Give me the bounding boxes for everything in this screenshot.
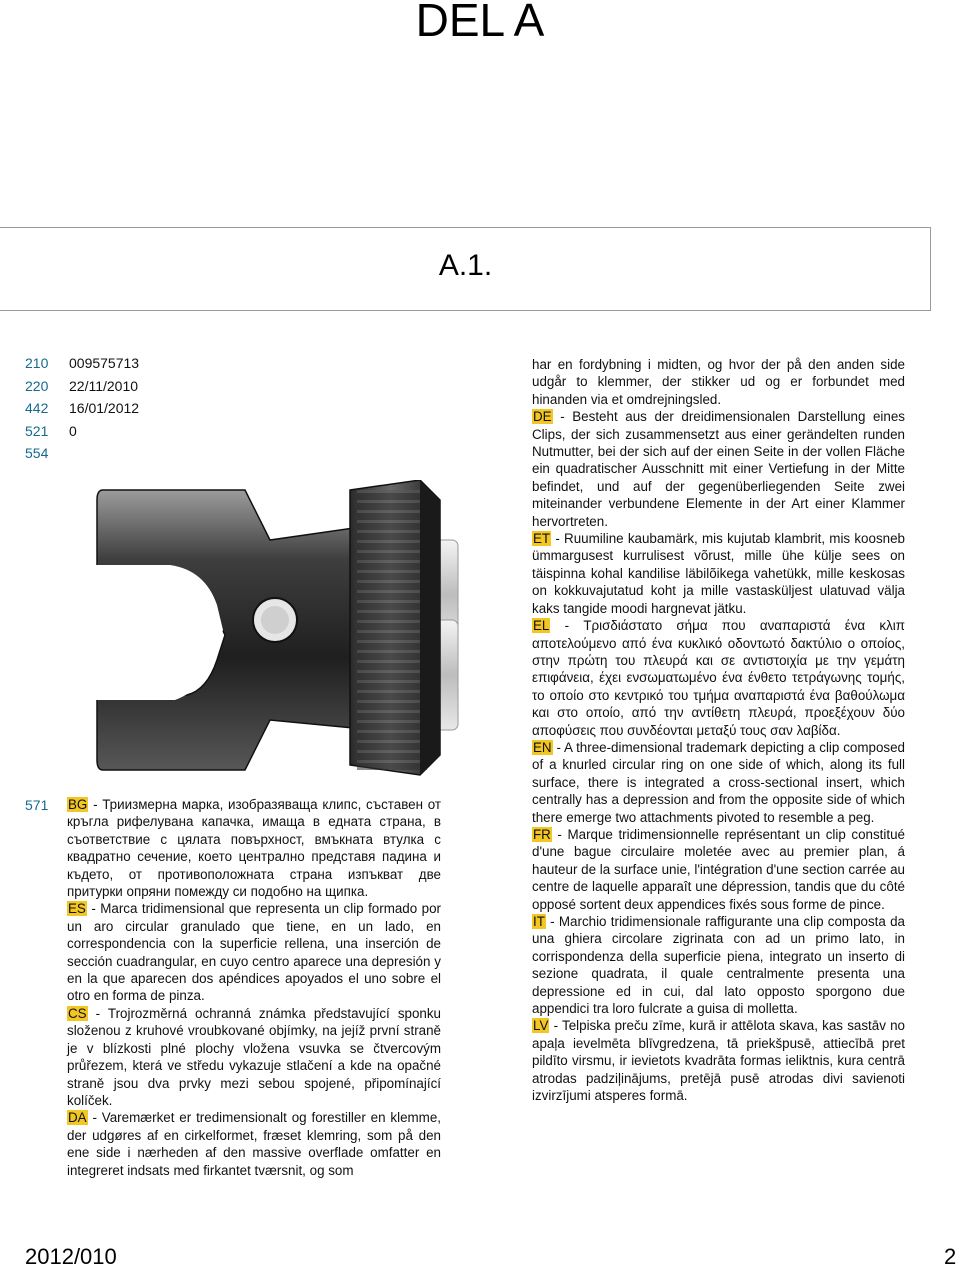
page-heading: DEL A — [415, 0, 545, 46]
bulletin-number: 2012/010 — [25, 1244, 117, 1269]
description-paragraph — [67, 1005, 441, 1109]
description-paragraph — [532, 1017, 905, 1104]
meta-value: 16/01/2012 — [69, 400, 140, 416]
meta-value: 0 — [69, 422, 77, 439]
description-column-left — [67, 796, 441, 1179]
inid-code: 210 — [25, 355, 49, 371]
bibliographic-data — [25, 354, 139, 467]
page-number: 2 — [944, 1244, 957, 1269]
inid-code: 442 — [25, 400, 49, 416]
description-text: - Varemærket er tredimensionalt og forestiller en klemme, der udgøres af en cirkelformet, fræset klemring, som på den ene side i nærheden af den massive overflade omfatter en integreret indsats med firkantet tværsnit, og som — [67, 1110, 441, 1178]
language-tag: EN — [533, 739, 552, 755]
language-tag: BG — [68, 797, 88, 812]
language-tag: DA — [68, 1110, 87, 1126]
description-text: - Marchio tridimensionale raffigurante una clip composta da una ghiera circolare zigrinata con ad un primo lato, in corrispondenza della superficie piena, integrato un inserto di sezione quadrata, il quale centralmente presenta una depressione ed in cui, dal lato opposto sporgono due appendici tra loro fulcrate a guisa di molletta. — [532, 914, 905, 1017]
meta-value: 22/11/2010 — [69, 377, 139, 394]
description-paragraph — [67, 1109, 441, 1179]
language-tag: DE — [533, 409, 552, 425]
description-text: - Marque tridimensionnelle représentant un clip constitué d'une bague circulaire moletée avec au premier plan, á hauteur de la surface unie, l'intégration d'une section carrée au centre de laquelle apparaît une dépression, tandis que du côté opposé sortent deux appendices fixés sous forme de pince. — [532, 826, 905, 912]
description-text: - Marca tridimensional que representa un clip formado por un aro circular granulado que tiene, en un lado, en correspondencia con la superficie rellena, una inserción de sección cuadrangular, en cuyo centro aparece una depresión y en la que aparecen dos apéndices apoyados el uno sobre el otro en forma de pinza. — [67, 901, 441, 1004]
description-text: - Trojrozměrná ochranná známka představující sponku složenou z kruhové vroubkované objímky, na jejíž první straně je v blízkosti plné plochy vložena vsuvka se čtvercovým průřezem, která ve středu vykazuje stlačení a kde na opačné straně jsou dva prvky mezi sebou spojené, připomínající kolíček. — [67, 1005, 441, 1108]
language-tag: LV — [533, 1018, 549, 1034]
inid-code-571: 571 — [25, 797, 49, 813]
language-tag: EL — [533, 618, 550, 634]
description-paragraph — [532, 408, 905, 530]
inid-code: 521 — [25, 422, 49, 439]
meta-row — [25, 377, 139, 400]
language-tag: IT — [533, 914, 545, 929]
description-continuation: har en fordybning i midten, og hvor der på den anden side udgår to klemmer, der stikker ud og er forbundet med hinanden via et omdrejningsled. — [532, 357, 905, 407]
description-paragraph — [532, 530, 905, 617]
language-tag: ET — [533, 531, 551, 547]
description-paragraph — [532, 617, 905, 739]
meta-row — [25, 444, 139, 467]
language-tag: CS — [68, 1005, 87, 1021]
description-text: - Besteht aus der dreidimensionalen Darstellung eines Clips, der sich zusammensetzt aus einer gerändelten runden Nutmutter, bei der sich auf der einen Seite in der vollen Fläche ein quadratischer Ausschnitt mit einer Vertiefung in der Mitte befindet, und auf der gegenüberliegenden Seite zwei miteinander verbundene Elemente in der Art einer Klammer hervortreten. — [532, 409, 905, 529]
inid-code: 220 — [25, 377, 49, 394]
meta-row — [25, 354, 139, 377]
meta-value: 009575713 — [69, 355, 140, 371]
description-text: - Τρισδιάστατο σήμα που αναπαριστά ένα κλιπ αποτελούμενο από ένα κυκλικό οδοντωτό δακτύλιο ο οποίος, στην πρώτη του πλευρά και σε αντιστοιχία με την γεμάτη επιφάνεια, έχει ενσωματωμένο ένα ένθετο τετράγωνης τομής, το οποίο στο κεντρικό του τμήμα αναπαριστά ένα βαθούλωμα και στο οποίο, από την αντίθετη πλευρά, προεξέχουν δύο αποφύσεις που συνδέονται μεταξύ τους σαν λαβίδα. — [532, 618, 905, 738]
inid-code: 554 — [25, 445, 49, 461]
description-paragraph — [67, 900, 441, 1004]
description-paragraph — [532, 826, 905, 913]
description-text: - Telpiska preču zīme, kurā ir attēlota skava, kas sastāv no apaļa ievelmēta blīvgredzena, tā priekšpusē, attiecībā pret pildīto virsmu, ir ievietots kvadrāta formas ieliktnis, kura centrā atrodas padziļinājums, pretējā pusē atrodas divi savienoti izvirzījumi atsperes formā. — [532, 1018, 905, 1104]
meta-row — [25, 422, 139, 445]
description-text: - Ruumiline kaubamärk, mis kujutab klambrit, mis koosneb ümmargusest kurrulisest võrust, mille ühe külje sees on täispinna kohal kandilise läbilõikega vahetükk, mille keskosas on kokkuvajutatud koht ja mille vastasküljest ulatuvad välja kaks tangide moodi hargnevat jätku. — [532, 531, 905, 616]
section-title: A.1. — [438, 249, 493, 282]
trademark-clip-image — [95, 480, 475, 780]
description-text: - A three-dimensional trademark depicting a clip composed of a knurled circular ring on one side of which, along its full surface, there is integrated a cross-sectional insert, which centrally has a depression and from the opposite side of which there emerge two attachments pivoted to resemble a peg. — [532, 739, 905, 825]
section-header-box — [0, 227, 931, 311]
language-tag: FR — [533, 826, 551, 842]
description-column-right — [532, 356, 905, 1104]
meta-row — [25, 399, 139, 422]
language-tag: ES — [68, 901, 86, 917]
description-text: - Триизмерна марка, изобразяваща клипс, съставен от кръгла рифелувана капачка, имаща в едната страна, в съответствие с цялата повърхност, вмъкната втулка с квадратно сечение, което централно представя падина и където, от противоположната страна изпъкват две притурки опряни помежду си подобно на щипка. — [67, 797, 441, 900]
description-paragraph — [532, 739, 905, 826]
description-paragraph — [67, 796, 441, 900]
description-paragraph — [532, 913, 905, 1017]
